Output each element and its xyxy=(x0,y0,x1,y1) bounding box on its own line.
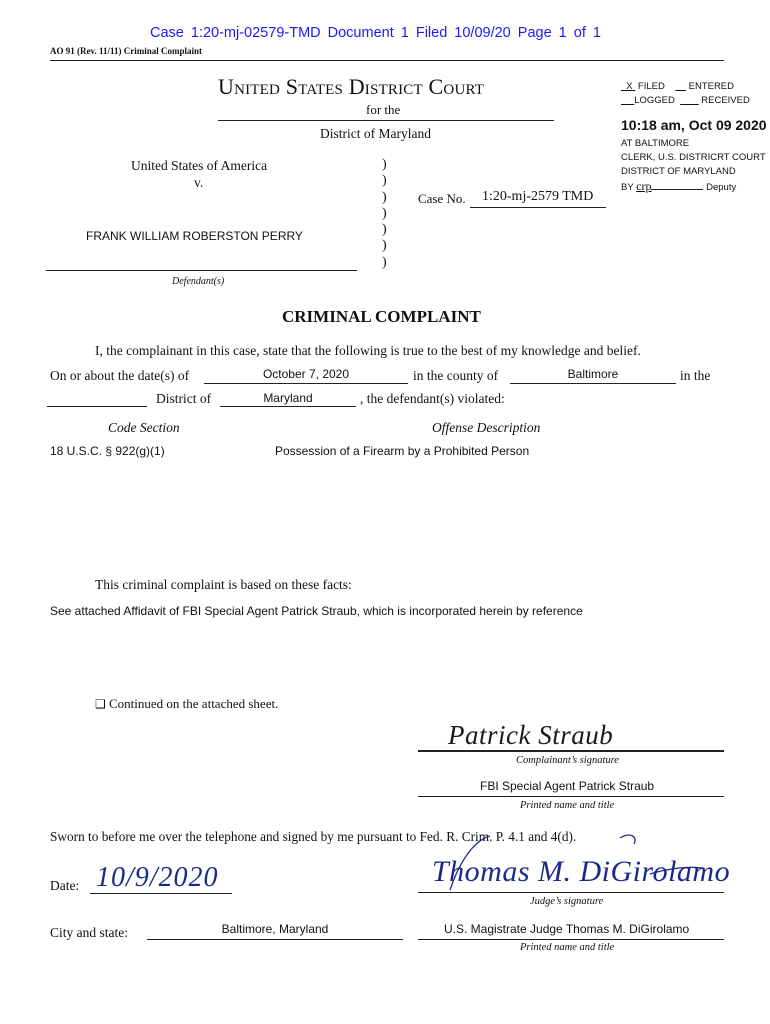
sworn-text: Sworn to before me over the telephone and signed by me pursuant to Fed. R. Crim. P. 4.1 and 4(d). xyxy=(50,829,577,844)
court-district: District of Maryland xyxy=(320,126,431,141)
stamp-deputy: Deputy xyxy=(706,182,737,193)
city-line xyxy=(147,939,403,940)
filing-stamp xyxy=(621,80,750,108)
caption-parens: ) ) ) ) ) ) ) xyxy=(382,157,387,270)
complainant-sig-label: Complainant’s signature xyxy=(516,755,619,766)
versus: v. xyxy=(194,175,204,190)
complainant-signature: Patrick Straub xyxy=(448,720,614,750)
defendant-line xyxy=(46,270,357,271)
court-title: United States District Court xyxy=(218,74,485,99)
case-no: 1:20-mj-2579 TMD xyxy=(482,189,594,204)
district-underline xyxy=(218,120,554,121)
facts-text: See attached Affidavit of FBI Special Agent Patrick Straub, which is incorporated herein by reference xyxy=(50,604,583,618)
continued-checkbox[interactable]: ❑ xyxy=(95,697,106,711)
for-the: for the xyxy=(366,102,401,117)
form-id: AO 91 (Rev. 11/11) Criminal Complaint xyxy=(50,46,203,56)
header-rule xyxy=(50,60,724,61)
complainant-sig-line xyxy=(418,750,724,752)
stamp-district: DISTRICT OF MARYLAND xyxy=(621,166,736,177)
judge-printed-label: Printed name and title xyxy=(520,942,615,953)
district-value-line xyxy=(220,406,356,407)
continued-label: Continued on the attached sheet. xyxy=(109,696,279,711)
complainant-name-line xyxy=(418,796,724,797)
district-blank-line xyxy=(47,406,147,407)
judge-name-line xyxy=(418,939,724,940)
date-line xyxy=(90,893,232,894)
in-the: in the xyxy=(680,368,711,383)
county: Baltimore xyxy=(567,367,619,381)
defendant-label: Defendant(s) xyxy=(172,276,225,287)
judge-signature-flourish xyxy=(420,830,720,900)
facts-intro: This criminal complaint is based on these facts: xyxy=(95,577,352,592)
judge-sig-line xyxy=(418,892,724,893)
city-state: Baltimore, Maryland xyxy=(221,922,329,936)
complaint-intro: I, the complainant in this case, state that the following is true to the best of my knowledge and belief. xyxy=(95,343,641,358)
judge-sig-label: Judge’s signature xyxy=(530,896,604,907)
district-value: Maryland xyxy=(263,391,313,405)
offense-date: October 7, 2020 xyxy=(262,367,350,381)
stamp-clerk: CLERK, U.S. DISTRICRT COURT xyxy=(621,152,766,163)
violated-label: , the defendant(s) violated: xyxy=(360,391,505,406)
date-label: Date: xyxy=(50,878,80,893)
filed-mark: X xyxy=(626,81,633,92)
offense-date-line xyxy=(204,383,408,384)
complaint-heading: CRIMINAL COMPLAINT xyxy=(282,307,481,326)
date-signed: 10/9/2020 xyxy=(96,862,219,893)
stamp-at: AT BALTIMORE xyxy=(621,138,690,149)
complainant-printed-label: Printed name and title xyxy=(520,800,615,811)
stamp-received: RECEIVED xyxy=(701,95,750,106)
city-label: City and state: xyxy=(50,925,128,940)
judge-signature: Thomas M. DiGirolamo xyxy=(432,855,731,888)
defendant-name: FRANK WILLIAM ROBERSTON PERRY xyxy=(86,229,303,243)
stamp-by: BY xyxy=(621,182,634,193)
stamp-entered: ENTERED xyxy=(688,81,735,92)
stamp-filed: FILED xyxy=(637,81,665,92)
offense-description: Possession of a Firearm by a Prohibited Person xyxy=(275,444,530,458)
stamp-datetime: 10:18 am, Oct 09 2020 xyxy=(621,117,767,133)
on-about-label: On or about the date(s) of xyxy=(50,368,190,383)
stamp-initials: crp xyxy=(636,179,652,193)
case-banner: Case 1:20-mj-02579-TMD Document 1 Filed 10/09/20 Page 1 of 1 xyxy=(150,25,601,41)
stamp-details xyxy=(621,137,766,195)
code-section-label: Code Section xyxy=(108,420,180,435)
county-label: in the county of xyxy=(413,368,499,383)
judge-printed-name: U.S. Magistrate Judge Thomas M. DiGirolamo xyxy=(444,922,690,936)
case-no-line xyxy=(470,207,606,208)
plaintiff: United States of America xyxy=(131,158,268,173)
case-no-label: Case No. xyxy=(418,191,466,206)
district-label: District of xyxy=(156,391,212,406)
continued-row xyxy=(95,696,278,712)
offense-description-label: Offense Description xyxy=(432,420,541,435)
code-section: 18 U.S.C. § 922(g)(1) xyxy=(50,444,165,458)
complainant-printed-name: FBI Special Agent Patrick Straub xyxy=(480,779,655,793)
stamp-logged: LOGGED xyxy=(634,95,675,106)
county-line xyxy=(510,383,676,384)
